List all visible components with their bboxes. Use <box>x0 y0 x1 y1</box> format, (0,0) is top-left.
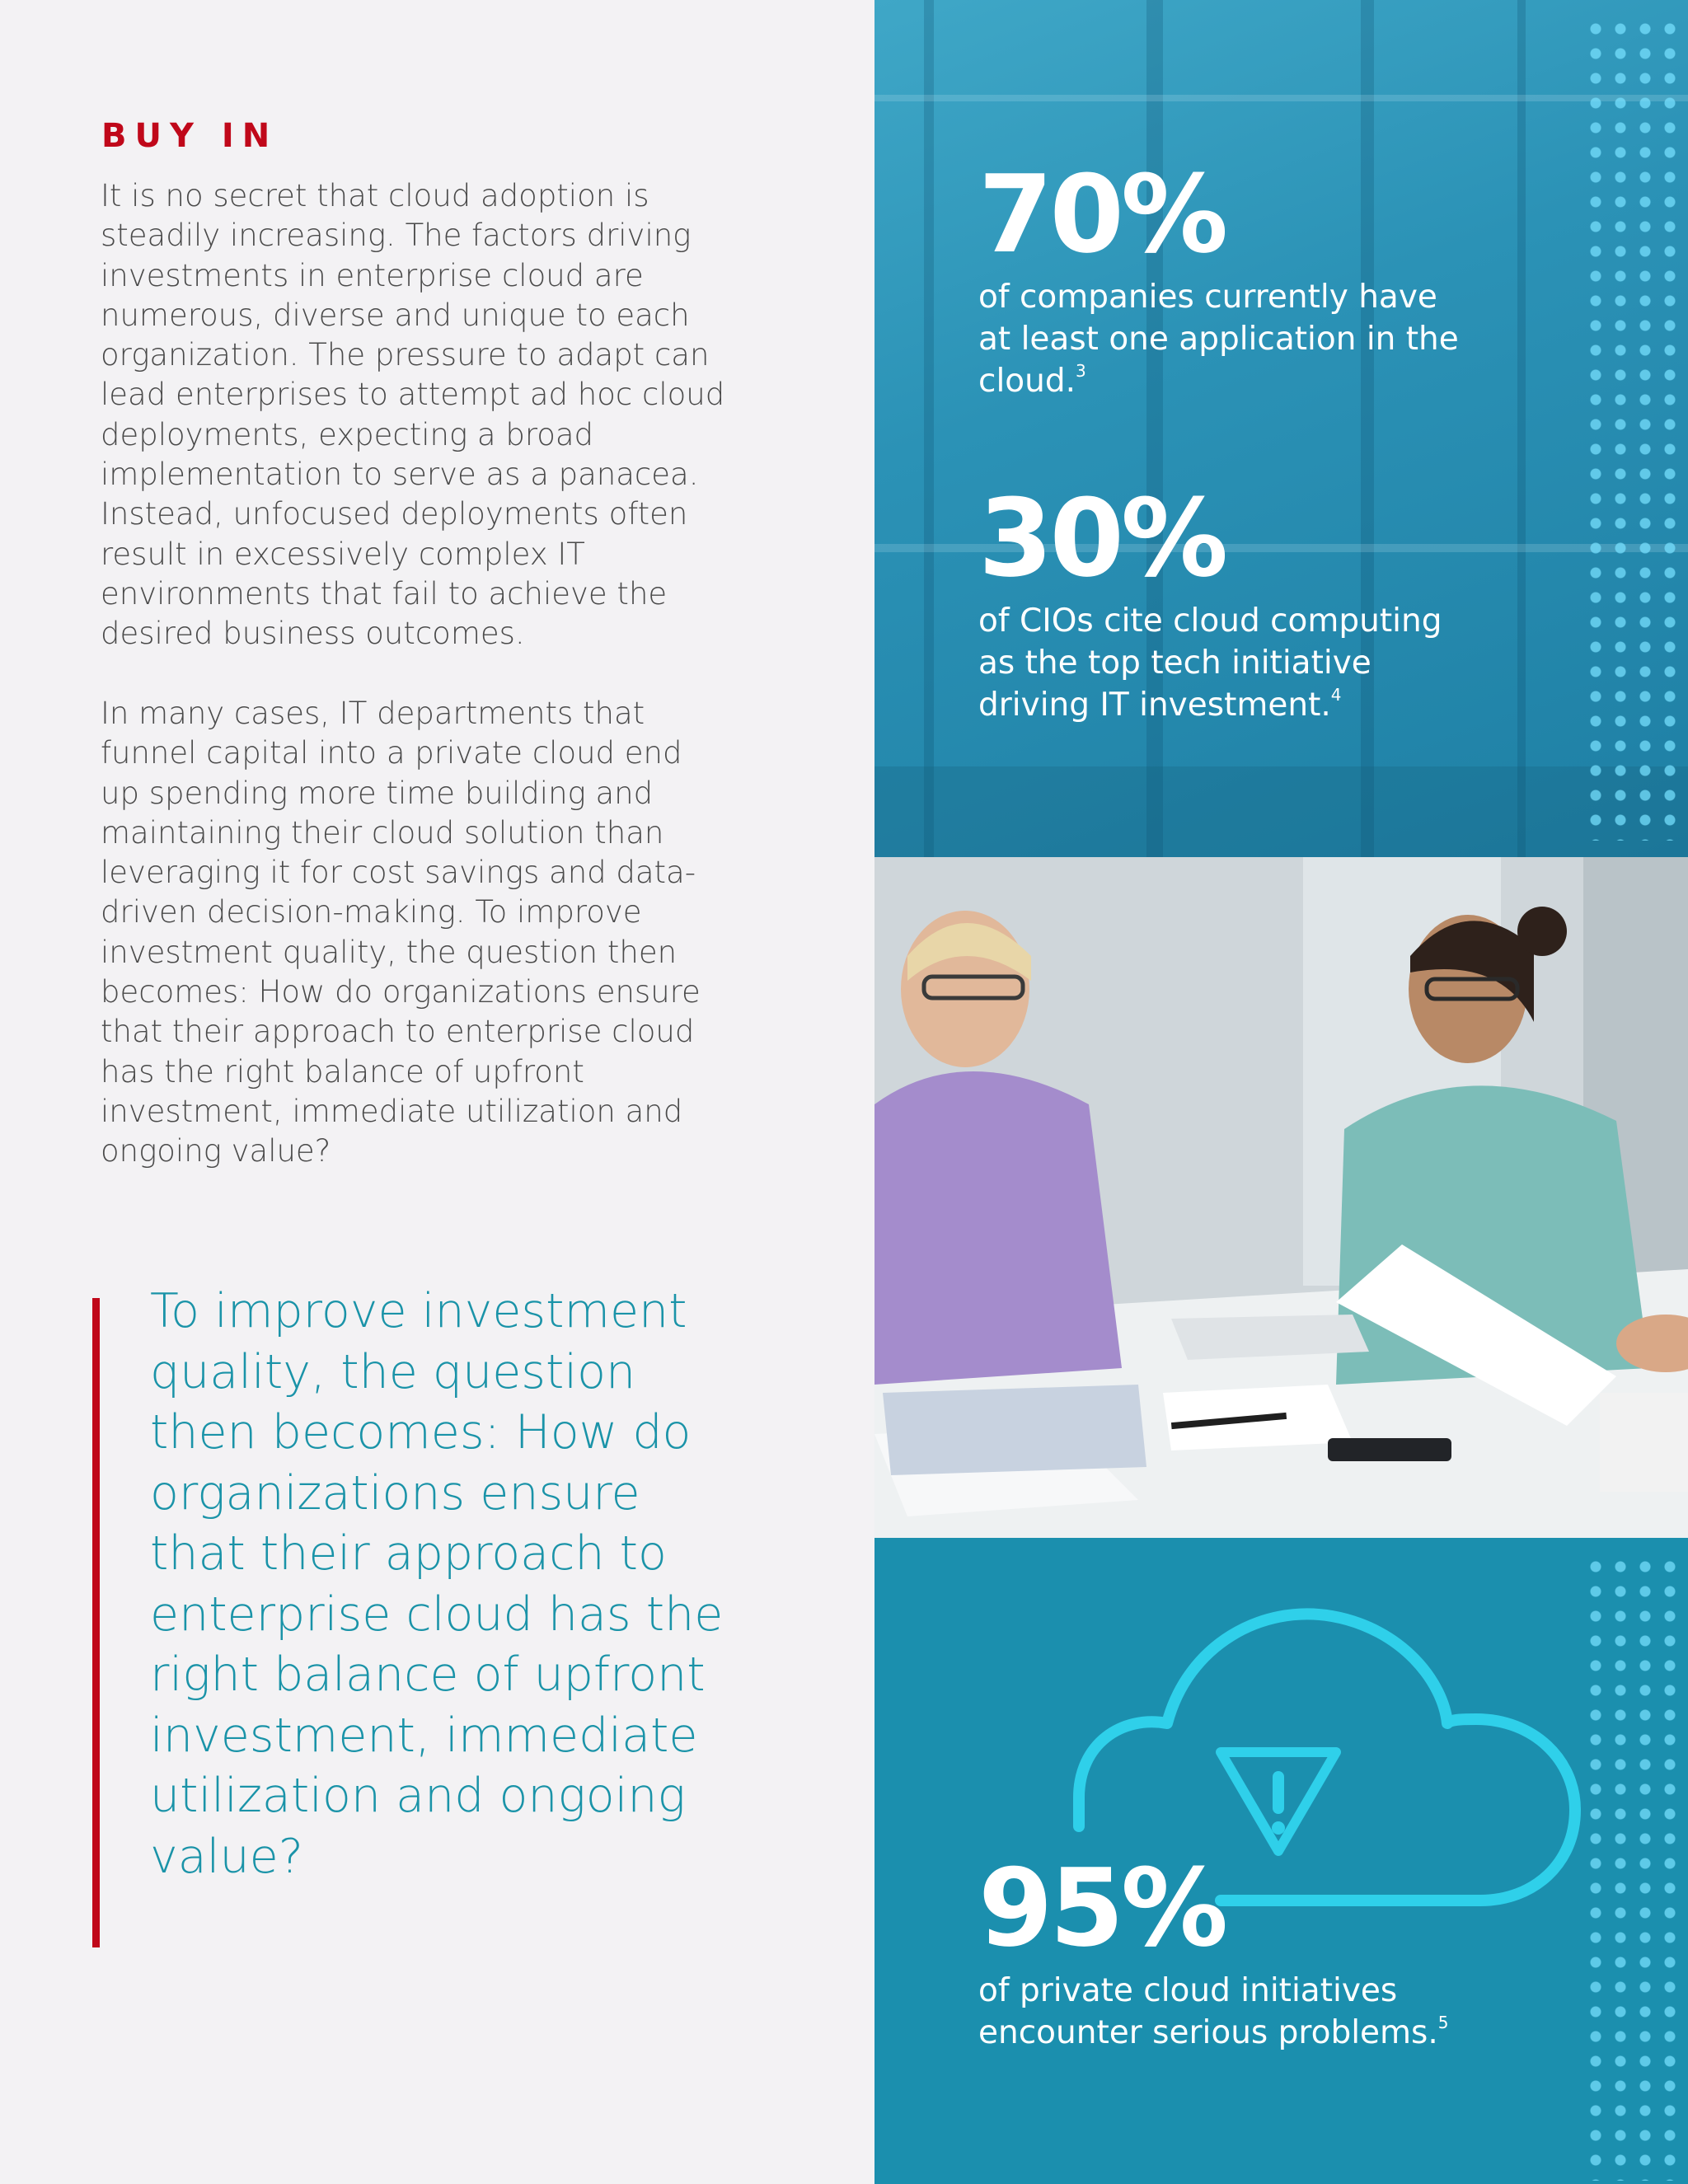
section-heading: BUY IN <box>101 117 279 155</box>
stat-description: of private cloud initiatives encounter serious problems.$^5$ <box>978 1972 1449 2051</box>
stat-description: of companies currently have at least one application in the cloud.$^3$ <box>978 279 1459 400</box>
pull-quote <box>92 1284 724 1947</box>
meeting-photo-illustration <box>874 857 1688 1538</box>
warning-triangle-icon <box>1221 1752 1336 1851</box>
stat-block-95 <box>978 1846 1473 2054</box>
footnote-marker: 3 <box>1076 361 1086 381</box>
footnote-marker: 5 <box>1437 2013 1449 2032</box>
pull-quote-bar <box>92 1298 100 1947</box>
stat-value: 70% <box>978 152 1226 277</box>
stat-value: 95% <box>978 1845 1226 1971</box>
stats-background-image <box>874 0 1688 857</box>
stat-block-70 <box>978 152 1473 402</box>
body-paragraph-1: It is no secret that cloud adoption is steadily increasing. The factors driving investments in enterprise cloud are numerous, diverse and unique to each organization. The pressure to adapt can lead enterprises to attempt ad hoc cloud deployments, expecting a broad implementation to serve as a panacea. Instead, unfocused deployments often result in excessively complex IT environments that fail to achieve the desired business outcomes. <box>101 178 725 652</box>
stat-block-30 <box>978 476 1473 726</box>
stat-description: of CIOs cite cloud computing as the top tech initiative driving IT investment.$^4$ <box>978 602 1442 724</box>
footnote-marker: 4 <box>1330 685 1342 705</box>
body-paragraph-2: In many cases, IT departments that funnel capital into a private cloud end up spending more time building and maintaining their cloud solution than leveraging it for cost savings and data-driven decision-making. To improve investment quality, the question then becomes: How do organizations ensure that their approach to enterprise cloud has the right balance of upfront investment, immediate utilization and ongoing value? <box>101 696 701 1169</box>
pull-quote-text: To improve investment quality, the question then becomes: How do organizations ensure that their approach to enterprise cloud has the right balance of upfront investment, immediate utilization and ongoing value? <box>150 1284 724 1884</box>
stat-value: 30% <box>978 476 1226 601</box>
meeting-photo <box>874 857 1688 1538</box>
